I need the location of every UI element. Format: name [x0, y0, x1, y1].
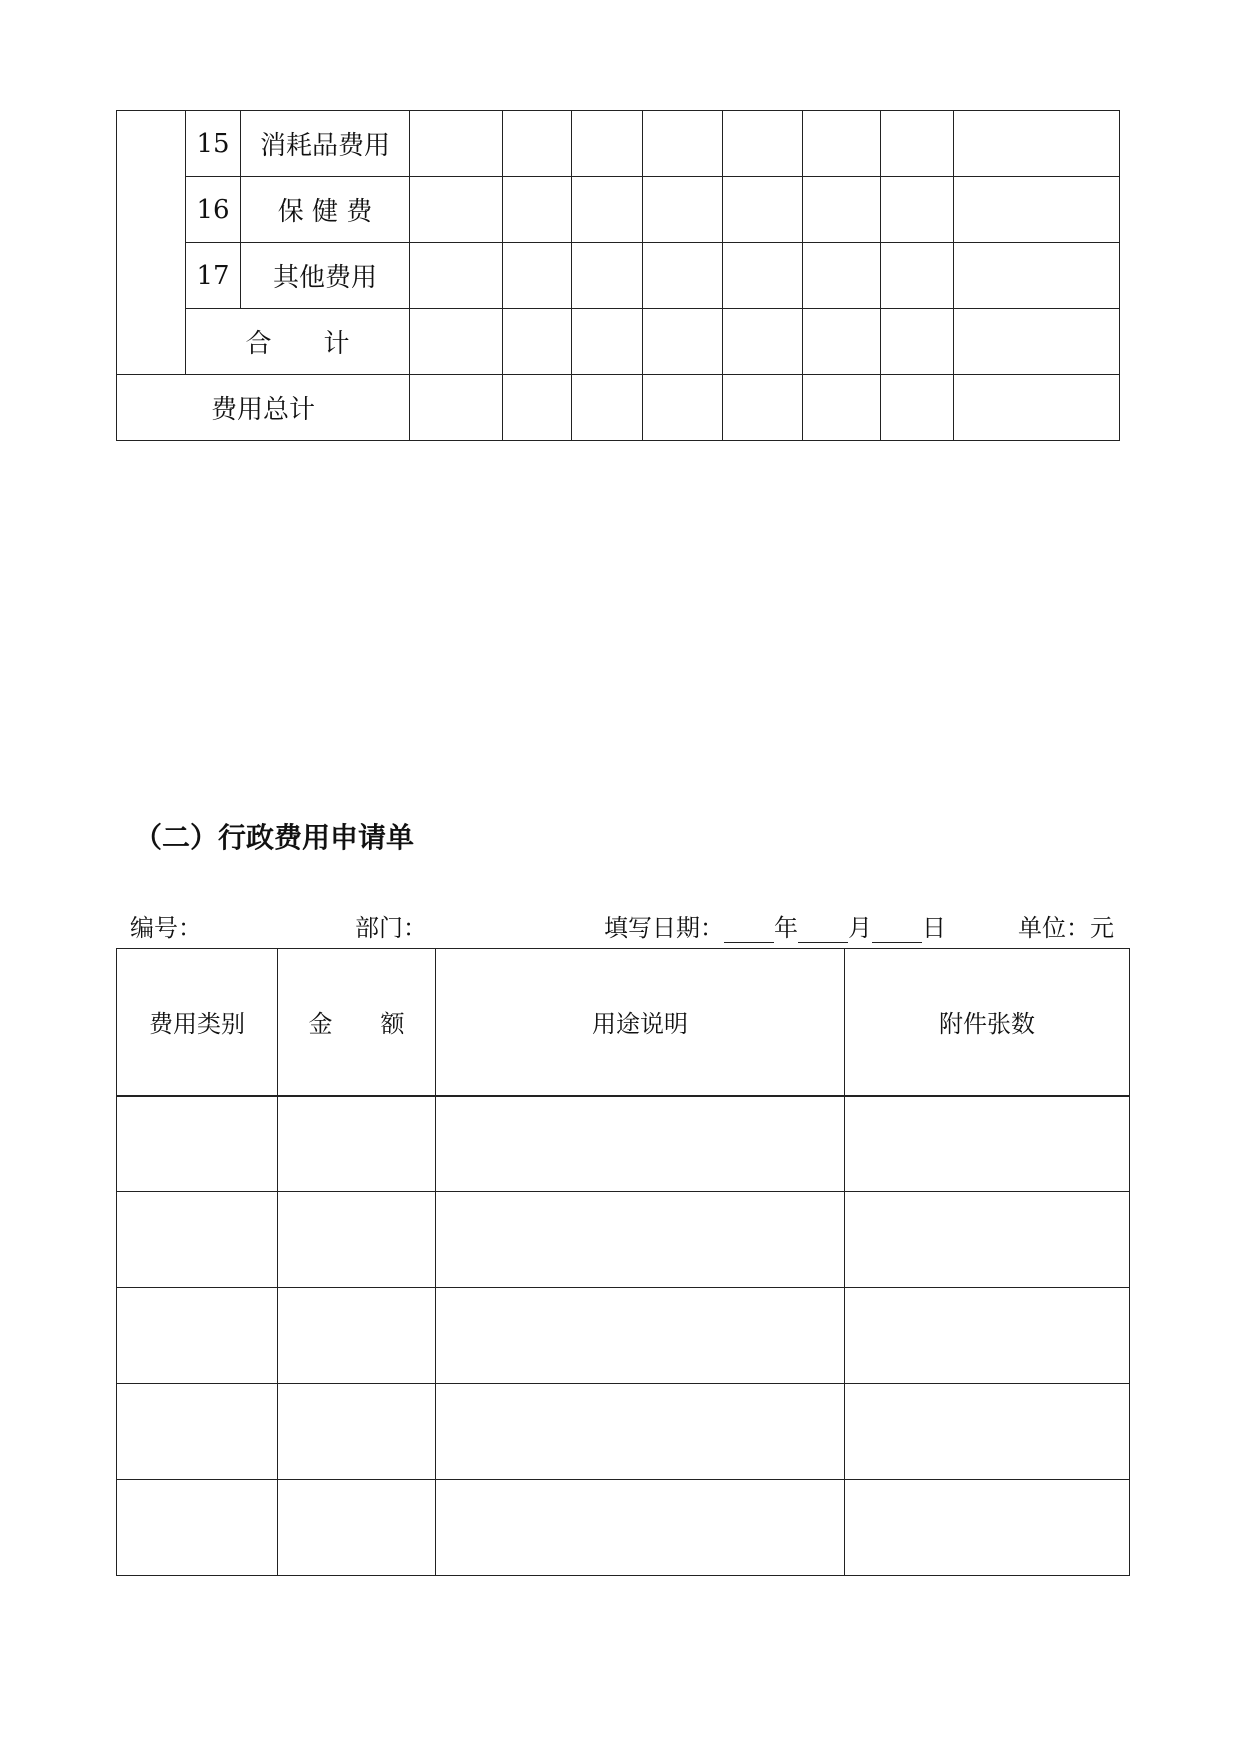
- table-row: [117, 111, 1120, 177]
- table-row: [117, 1288, 1130, 1384]
- amount-cell[interactable]: [278, 1288, 436, 1384]
- purpose-cell[interactable]: [436, 1192, 845, 1288]
- row-number: 16: [186, 177, 241, 243]
- total-label: 费用总计: [117, 375, 410, 441]
- attachments-cell[interactable]: [845, 1288, 1130, 1384]
- value-cell[interactable]: [572, 309, 643, 375]
- date-field: [604, 908, 946, 943]
- value-cell[interactable]: [410, 111, 503, 177]
- table-row: [117, 243, 1120, 309]
- value-cell[interactable]: [643, 375, 723, 441]
- header-purpose: 用途说明: [436, 949, 845, 1096]
- subtotal-label: 合 计: [186, 309, 410, 375]
- header-category: 费用类别: [117, 949, 278, 1096]
- expense-summary-table: [116, 110, 1120, 441]
- year-label: 年: [774, 914, 798, 942]
- section-title: （二）行政费用申请单: [134, 821, 415, 854]
- value-cell[interactable]: [954, 375, 1120, 441]
- value-cell[interactable]: [643, 243, 723, 309]
- day-blank[interactable]: [872, 916, 922, 943]
- value-cell[interactable]: [503, 111, 572, 177]
- value-cell[interactable]: [723, 309, 803, 375]
- header-amount: 金 额: [278, 949, 436, 1096]
- category-cell: [117, 111, 186, 375]
- table-row: [117, 177, 1120, 243]
- total-row: [117, 375, 1120, 441]
- attachments-cell[interactable]: [845, 1384, 1130, 1480]
- value-cell[interactable]: [881, 111, 954, 177]
- category-cell[interactable]: [117, 1480, 278, 1576]
- value-cell[interactable]: [410, 177, 503, 243]
- day-label: 日: [922, 914, 946, 942]
- value-cell[interactable]: [803, 111, 881, 177]
- value-cell[interactable]: [572, 243, 643, 309]
- purpose-cell[interactable]: [436, 1384, 845, 1480]
- value-cell[interactable]: [954, 177, 1120, 243]
- value-cell[interactable]: [723, 243, 803, 309]
- value-cell[interactable]: [881, 243, 954, 309]
- value-cell[interactable]: [572, 111, 643, 177]
- amount-cell[interactable]: [278, 1480, 436, 1576]
- value-cell[interactable]: [881, 309, 954, 375]
- year-blank[interactable]: [724, 916, 774, 943]
- value-cell[interactable]: [572, 375, 643, 441]
- row-number: 15: [186, 111, 241, 177]
- form-meta-line: [130, 908, 1120, 940]
- value-cell[interactable]: [503, 309, 572, 375]
- value-cell[interactable]: [503, 375, 572, 441]
- table-row: [117, 1096, 1130, 1192]
- attachments-cell[interactable]: [845, 1192, 1130, 1288]
- category-cell[interactable]: [117, 1384, 278, 1480]
- category-cell[interactable]: [117, 1192, 278, 1288]
- category-cell[interactable]: [117, 1288, 278, 1384]
- purpose-cell[interactable]: [436, 1096, 845, 1192]
- department-label: 部门：: [355, 914, 427, 942]
- category-cell[interactable]: [117, 1096, 278, 1192]
- value-cell[interactable]: [954, 243, 1120, 309]
- value-cell[interactable]: [643, 177, 723, 243]
- value-cell[interactable]: [643, 309, 723, 375]
- value-cell[interactable]: [503, 243, 572, 309]
- value-cell[interactable]: [503, 177, 572, 243]
- date-label: 填写日期：: [604, 914, 724, 942]
- purpose-cell[interactable]: [436, 1288, 845, 1384]
- table-row: [117, 1384, 1130, 1480]
- attachments-cell[interactable]: [845, 1480, 1130, 1576]
- value-cell[interactable]: [723, 177, 803, 243]
- value-cell[interactable]: [881, 177, 954, 243]
- value-cell[interactable]: [881, 375, 954, 441]
- value-cell[interactable]: [803, 309, 881, 375]
- amount-cell[interactable]: [278, 1192, 436, 1288]
- value-cell[interactable]: [803, 177, 881, 243]
- month-label: 月: [848, 914, 872, 942]
- header-row: [117, 949, 1130, 1096]
- value-cell[interactable]: [410, 375, 503, 441]
- month-blank[interactable]: [798, 916, 848, 943]
- unit-label: 单位：元: [1018, 914, 1114, 942]
- purpose-cell[interactable]: [436, 1480, 845, 1576]
- value-cell[interactable]: [572, 177, 643, 243]
- row-number: 17: [186, 243, 241, 309]
- expense-application-table: [116, 948, 1130, 1576]
- number-label: 编号：: [130, 914, 202, 942]
- value-cell[interactable]: [723, 111, 803, 177]
- row-label: 保 健 费: [241, 177, 410, 243]
- value-cell[interactable]: [643, 111, 723, 177]
- header-attachments: 附件张数: [845, 949, 1130, 1096]
- row-label: 消耗品费用: [241, 111, 410, 177]
- value-cell[interactable]: [410, 243, 503, 309]
- row-label: 其他费用: [241, 243, 410, 309]
- table-row: [117, 1192, 1130, 1288]
- value-cell[interactable]: [723, 375, 803, 441]
- attachments-cell[interactable]: [845, 1096, 1130, 1192]
- value-cell[interactable]: [803, 243, 881, 309]
- table-row: [117, 1480, 1130, 1576]
- subtotal-row: [117, 309, 1120, 375]
- value-cell[interactable]: [410, 309, 503, 375]
- amount-cell[interactable]: [278, 1096, 436, 1192]
- amount-cell[interactable]: [278, 1384, 436, 1480]
- value-cell[interactable]: [954, 309, 1120, 375]
- value-cell[interactable]: [803, 375, 881, 441]
- value-cell[interactable]: [954, 111, 1120, 177]
